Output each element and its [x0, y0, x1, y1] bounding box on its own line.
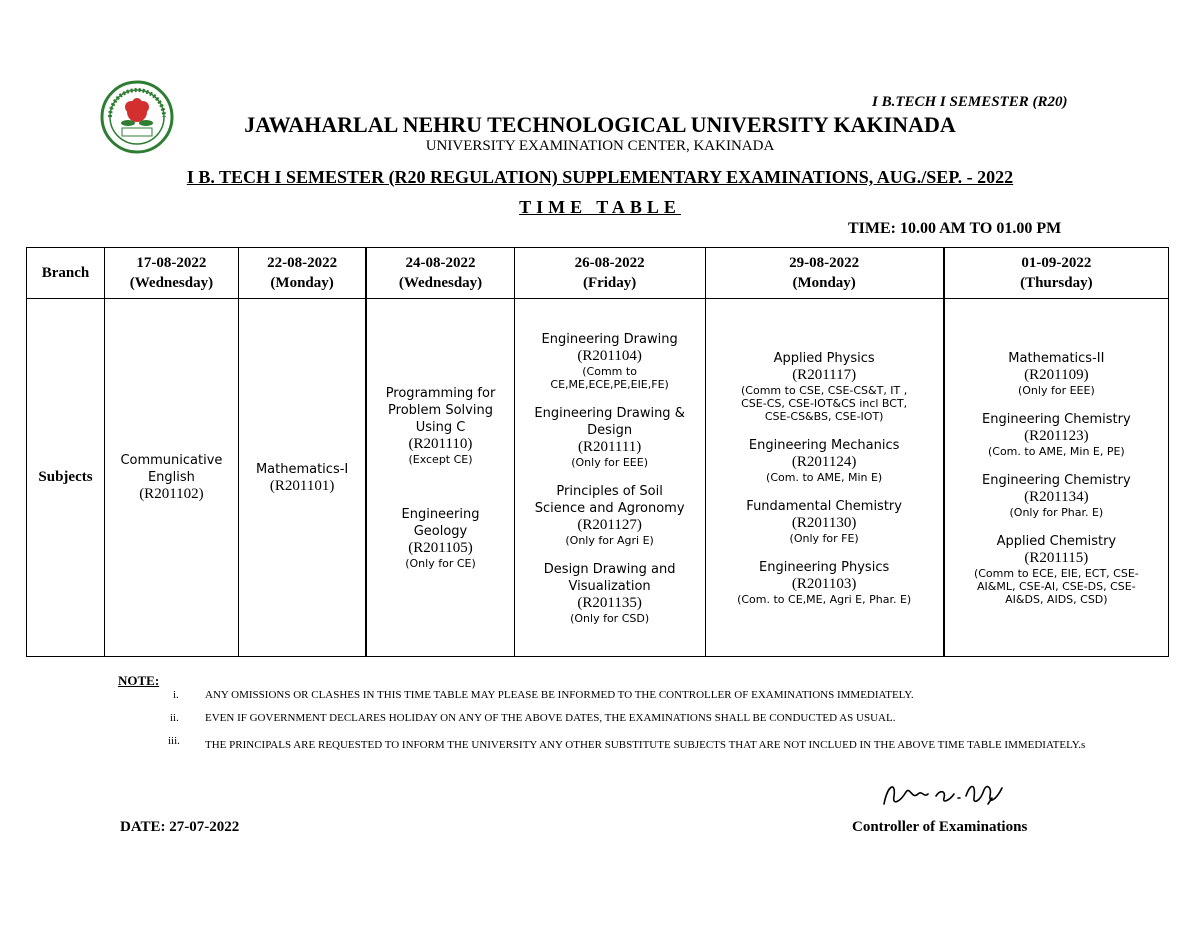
note-text: EVEN IF GOVERNMENT DECLARES HOLIDAY ON ANY OF THE ABOVE DATES, THE EXAMINATIONS SHALL BE CONDUCTED AS USUAL. — [205, 712, 896, 724]
timetable — [26, 247, 1169, 657]
note-text: THE PRINCIPALS ARE REQUESTED TO INFORM THE UNIVERSITY ANY OTHER SUBSTITUTE SUBJECTS THAT ARE NOT INCLUED IN THE ABOVE TIME TABLE IMMEDIATELY.s — [205, 739, 1086, 751]
notes-heading: NOTE: — [118, 673, 160, 688]
subject-cell: Engineering Drawing (R201104) (Comm to CE,ME,ECE,PE,EIE,FE) Engineering Drawing & Design (R201111) (Only for EEE) Principles of Soil Science and Agronomy (R201127) (Only for Agri E) Design Drawing and Visualization (R201135) (Only for CSD) — [514, 299, 705, 657]
semester-label: I B.TECH I SEMESTER (R20) — [872, 94, 1068, 110]
exam-title: I B. TECH I SEMESTER (R20 REGULATION) SUPPLEMENTARY EXAMINATIONS, AUG./SEP. - 2022 — [186, 167, 1014, 187]
timetable-heading: TIME TABLE — [519, 197, 681, 217]
note-number: ii. — [170, 712, 179, 724]
date-header: 17-08-2022 (Wednesday) — [104, 248, 238, 299]
university-name: JAWAHARLAL NEHRU TECHNOLOGICAL UNIVERSITY KAKINADA — [244, 112, 956, 137]
note-number: iii. — [168, 735, 180, 747]
date-header: 24-08-2022 (Wednesday) — [366, 248, 514, 299]
date-header: 29-08-2022 (Monday) — [705, 248, 944, 299]
row-label: Subjects — [27, 299, 105, 657]
subject-cell: Mathematics-II (R201109) (Only for EEE) Engineering Chemistry (R201123) (Com. to AME, Min E, PE) Engineering Chemistry (R201134) (Only for Phar. E) Applied Chemistry (R201115) (Comm to ECE, EIE, ECT, CSE- AI&ML, CSE-AI, CSE-DS, CSE- AI&DS, AIDS, CSD) — [944, 299, 1169, 657]
issue-date: DATE: 27-07-2022 — [120, 819, 240, 835]
subject-cell: Applied Physics (R201117) (Comm to CSE, CSE-CS&T, IT , CSE-CS, CSE-IOT&CS incl BCT, CSE-CS&BS, CSE-IOT) Engineering Mechanics (R201124) (Com. to AME, Min E) Fundamental Chemistry (R201130) (Only for FE) Engineering Physics (R201103) (Com. to CE,ME, Agri E, Phar. E) — [705, 299, 944, 657]
exam-center: UNIVERSITY EXAMINATION CENTER, KAKINADA — [425, 138, 775, 154]
exam-time: TIME: 10.00 AM TO 01.00 PM — [848, 220, 1062, 237]
note-number: i. — [173, 689, 179, 701]
subjects-row — [27, 299, 1169, 657]
signatory-title: Controller of Examinations — [852, 819, 1028, 835]
header-row — [27, 248, 1169, 299]
signature-icon — [876, 774, 1016, 814]
date-header: 22-08-2022 (Monday) — [238, 248, 366, 299]
date-header: 26-08-2022 (Friday) — [514, 248, 705, 299]
subject-cell: Mathematics-I (R201101) — [238, 299, 366, 657]
date-header: 01-09-2022 (Thursday) — [944, 248, 1169, 299]
subject-cell: Communicative English (R201102) — [104, 299, 238, 657]
branch-header: Branch — [27, 248, 105, 299]
subject-cell: Programming for Problem Solving Using C (R201110) (Except CE) Engineering Geology (R201105) (Only for CE) — [366, 299, 514, 657]
note-text: ANY OMISSIONS OR CLASHES IN THIS TIME TABLE MAY PLEASE BE INFORMED TO THE CONTROLLER OF EXAMINATIONS IMMEDIATELY. — [205, 689, 914, 701]
